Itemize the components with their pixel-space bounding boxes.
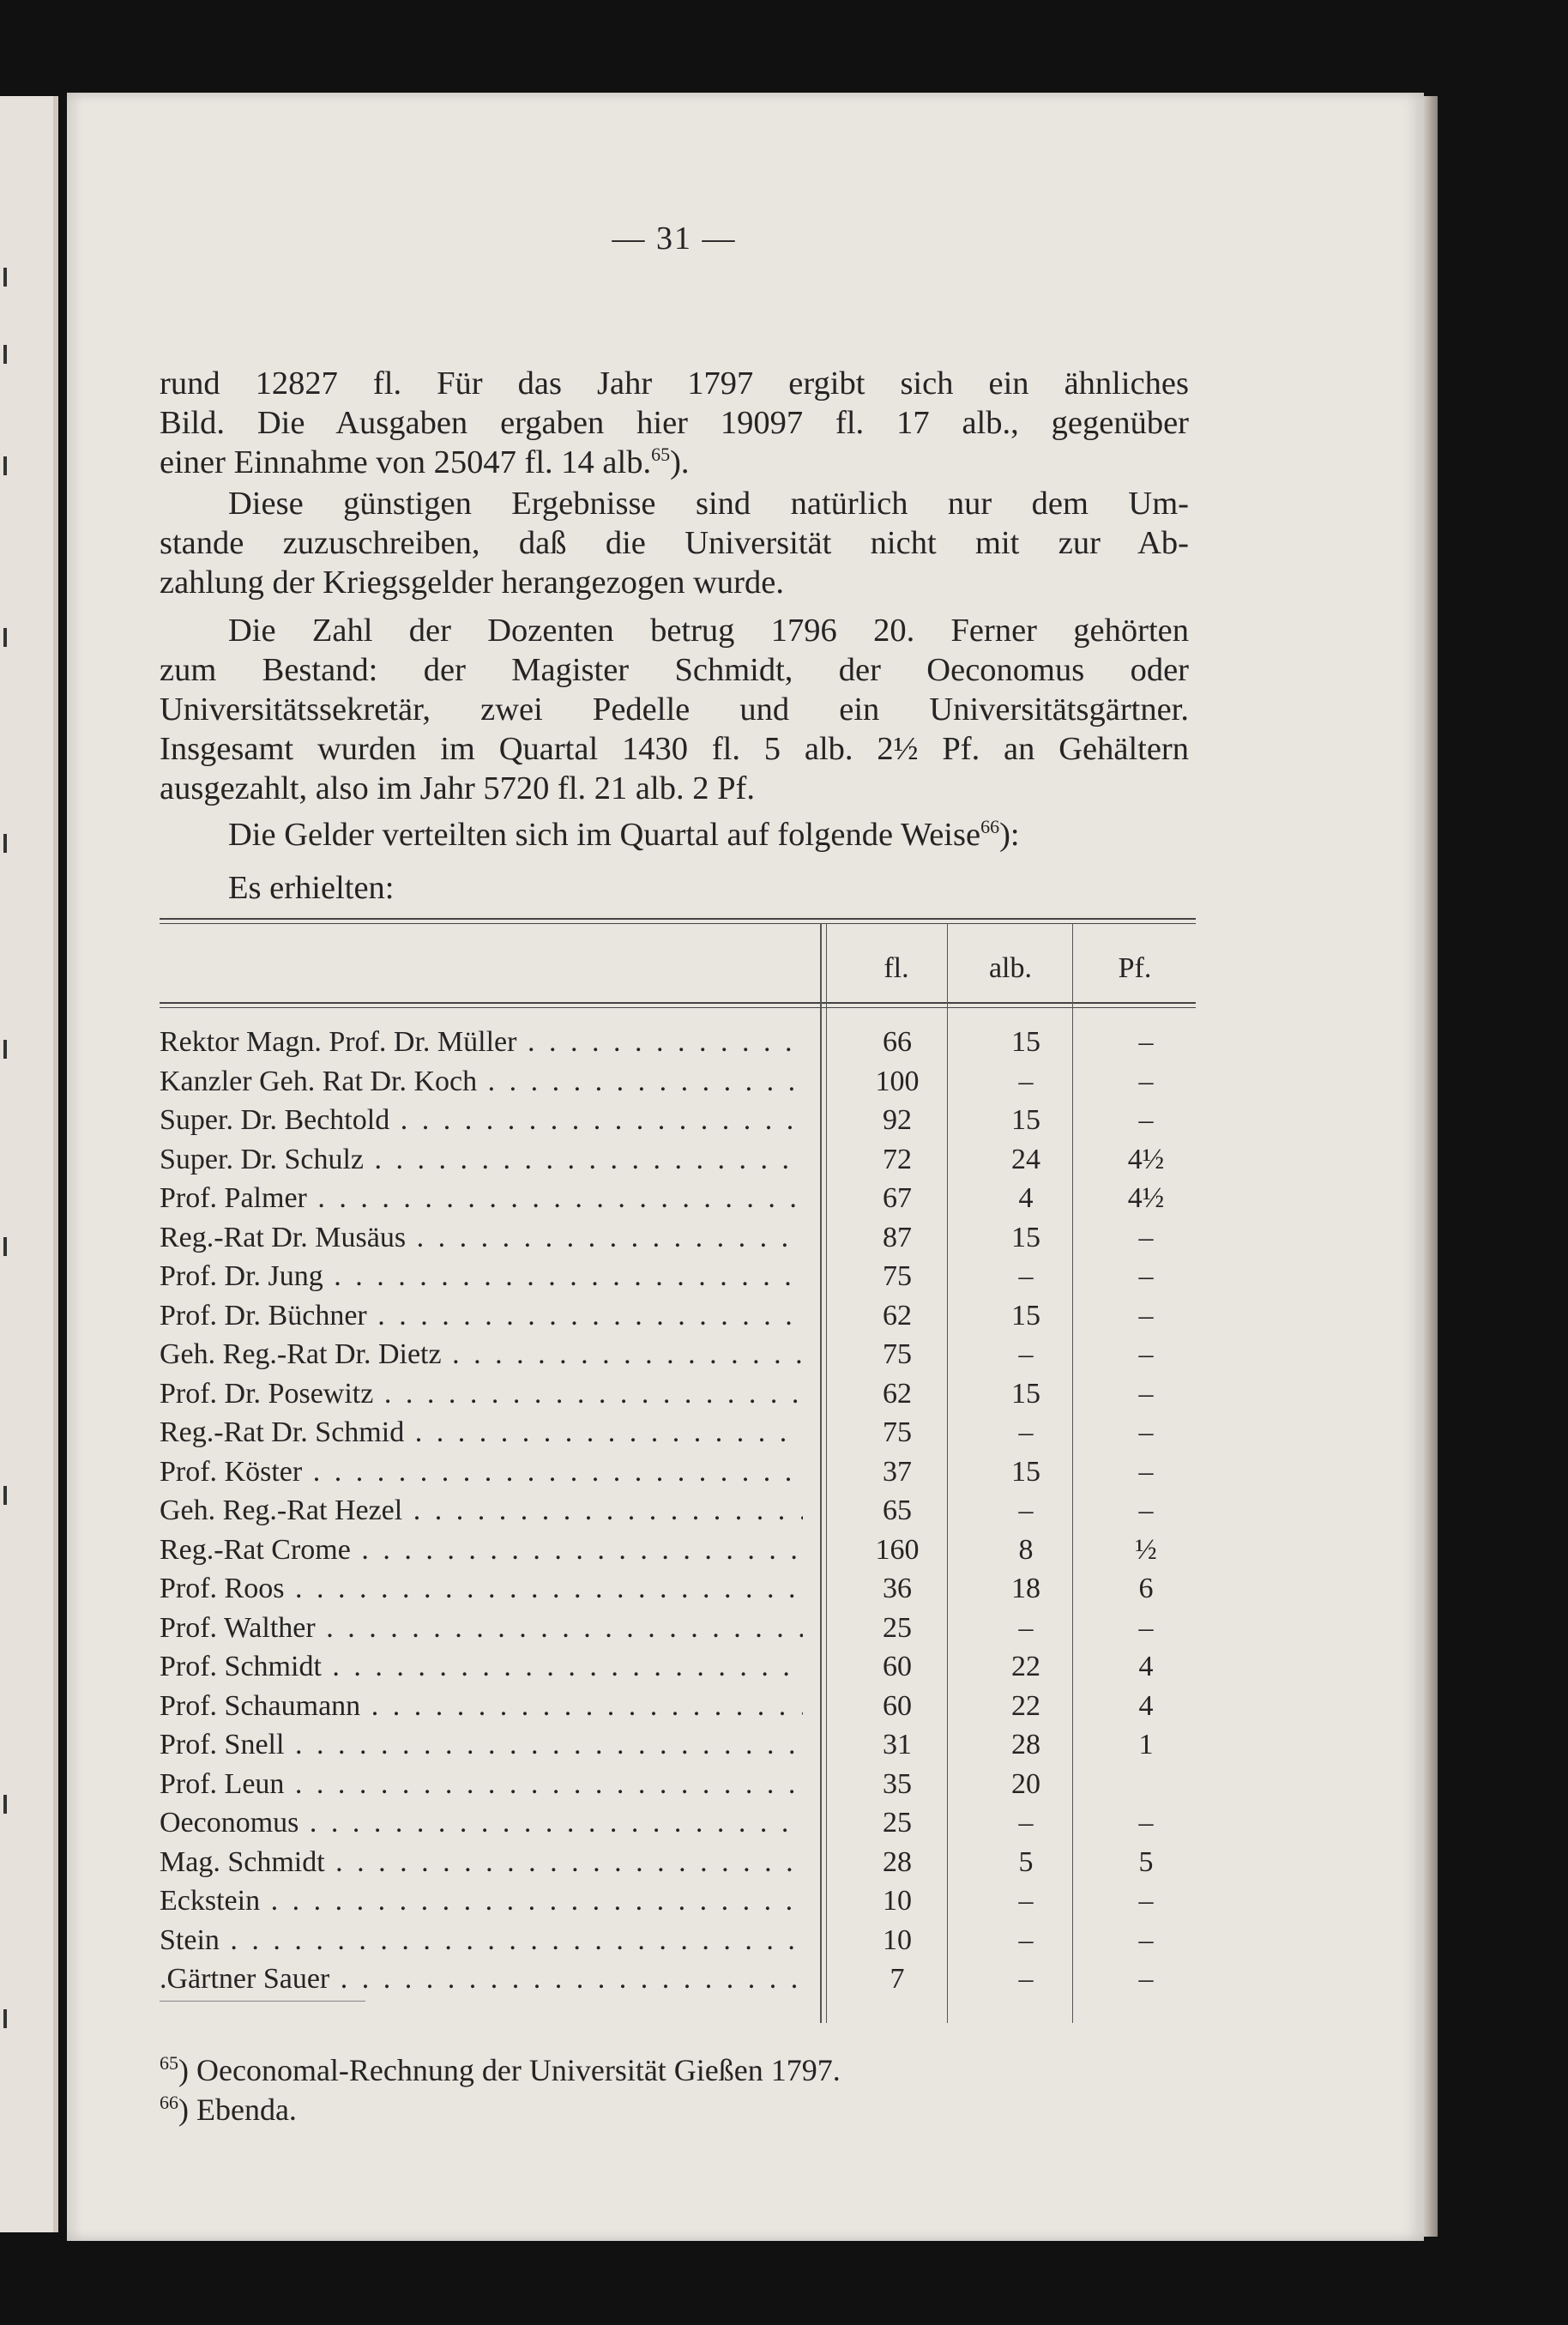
table-row: [160, 1222, 1196, 1261]
cell-fl: 7: [890, 1963, 905, 1995]
text-line-body: einer Einnahme von 25047 fl. 14 alb.: [160, 444, 652, 480]
text-line-body: Die Gelder verteilten sich im Quartal auf folgende Weise: [228, 817, 981, 853]
cell-fl: 62: [883, 1299, 912, 1332]
cell-fl: 31: [883, 1729, 912, 1760]
cell-pf: 4½: [1127, 1182, 1165, 1214]
table-row: [160, 1416, 1196, 1456]
cell-alb: 15: [1011, 1455, 1040, 1488]
footnote-separator: [160, 2001, 365, 2002]
cell-fl: 87: [883, 1221, 912, 1253]
row-name: Oeconomus . . .: [160, 1807, 803, 1839]
cell-pf: –: [1138, 1923, 1154, 1956]
text-line: Es erhielten:: [228, 870, 395, 906]
row-name: Prof. Palmer . . .: [160, 1182, 803, 1215]
row-name: Geh. Reg.-Rat Dr. Dietz . . .: [160, 1338, 803, 1371]
cell-pf: –: [1138, 1416, 1154, 1448]
footnote-66: [160, 2092, 297, 2128]
cell-alb: 8: [1018, 1533, 1034, 1566]
column-header-pf: Pf.: [1118, 952, 1152, 984]
table-row: [160, 1651, 1196, 1690]
table-row: [160, 1534, 1196, 1573]
cell-alb: 15: [1011, 1377, 1040, 1410]
cell-fl: 25: [883, 1807, 912, 1839]
cell-fl: 36: [883, 1573, 912, 1604]
footnote-65: [160, 2052, 841, 2088]
cell-pf: –: [1138, 1807, 1154, 1839]
row-name: .Gärtner Sauer . . .: [160, 1963, 803, 1996]
cell-fl: 75: [883, 1338, 912, 1370]
page-edge: [1424, 96, 1438, 2237]
cell-alb: –: [1018, 1495, 1034, 1526]
cell-pf: 4: [1138, 1689, 1154, 1722]
cell-alb: –: [1018, 1885, 1034, 1917]
cell-alb: 18: [1011, 1573, 1040, 1604]
cell-alb: –: [1018, 1260, 1034, 1292]
cell-alb: 5: [1018, 1845, 1034, 1878]
cell-pf: –: [1138, 1611, 1154, 1644]
text-line-tail: ).: [670, 444, 690, 480]
row-name: Prof. Köster . . .: [160, 1456, 803, 1489]
row-name: Super. Dr. Schulz . . .: [160, 1144, 803, 1176]
table-row: [160, 1963, 1196, 2002]
footnote-number: 65: [160, 2052, 178, 2074]
cell-alb: 20: [1011, 1767, 1040, 1800]
cell-fl: 60: [883, 1689, 912, 1722]
text-line: stande zuzuschreiben, daß die Universität nicht mit zur Ab-: [160, 525, 1189, 561]
cell-pf: –: [1138, 1963, 1154, 1995]
paragraph-5: [160, 868, 1189, 908]
cell-alb: 22: [1011, 1689, 1040, 1722]
row-name: Rektor Magn. Prof. Dr. Müller . . .: [160, 1026, 803, 1059]
edge-mark: [3, 834, 7, 853]
table-row: [160, 1690, 1196, 1730]
edge-mark: [3, 1486, 7, 1505]
row-name: Prof. Walther . . .: [160, 1612, 803, 1645]
table-row: [160, 1768, 1196, 1808]
table-row: [160, 1378, 1196, 1417]
facing-page-edge: [0, 96, 58, 2232]
cell-pf: 1: [1138, 1729, 1154, 1760]
cell-pf: 4½: [1127, 1143, 1165, 1175]
text-line: ausgezahlt, also im Jahr 5720 fl. 21 alb. 2 Pf.: [160, 770, 755, 806]
text-line: zum Bestand: der Magister Schmidt, der Oeconomus oder: [160, 652, 1189, 688]
cell-fl: 28: [883, 1845, 912, 1878]
table-top-rule: [160, 918, 1196, 920]
cell-alb: –: [1018, 1807, 1034, 1839]
cell-alb: 24: [1011, 1143, 1040, 1175]
table-row: [160, 1144, 1196, 1183]
text-line: [160, 443, 1189, 482]
cell-pf: –: [1138, 1455, 1154, 1488]
cell-pf: 5: [1138, 1845, 1154, 1878]
cell-fl: 65: [883, 1495, 912, 1526]
column-header-alb: alb.: [988, 952, 1033, 984]
paragraph-2: [160, 484, 1189, 602]
footnote-text: ) Oeconomal-Rechnung der Universität Gießen 1797.: [178, 2053, 841, 2087]
row-name: Prof. Dr. Posewitz . . .: [160, 1378, 803, 1410]
cell-pf: –: [1138, 1026, 1154, 1058]
edge-mark: [3, 628, 7, 647]
cell-fl: 75: [883, 1260, 912, 1292]
cell-pf: –: [1138, 1885, 1154, 1917]
table-header-rule: [160, 1002, 1196, 1004]
cell-alb: –: [1018, 1065, 1034, 1097]
table-row: [160, 1338, 1196, 1378]
page-number: — 31 —: [612, 220, 737, 257]
edge-mark: [3, 1795, 7, 1814]
cell-pf: ½: [1135, 1533, 1157, 1566]
cell-fl: 10: [883, 1885, 912, 1917]
cell-alb: 4: [1018, 1182, 1034, 1214]
table-row: [160, 1495, 1196, 1534]
cell-alb: 15: [1011, 1299, 1040, 1332]
table-row: [160, 1573, 1196, 1612]
table-row: [160, 1885, 1196, 1924]
table-row: [160, 1729, 1196, 1768]
row-name: Reg.-Rat Crome . . .: [160, 1534, 803, 1567]
cell-fl: 160: [875, 1533, 920, 1566]
table-header-rule: [160, 1007, 1196, 1008]
table-row: [160, 1612, 1196, 1652]
table-row: [160, 1104, 1196, 1144]
text-line: rund 12827 fl. Für das Jahr 1797 ergibt sich ein ähnliches: [160, 365, 1189, 402]
table-row: [160, 1456, 1196, 1495]
row-name: Prof. Roos . . .: [160, 1573, 803, 1605]
paragraph-1: [160, 364, 1189, 482]
cell-alb: 15: [1011, 1026, 1040, 1058]
footnote-number: 66: [160, 2092, 178, 2113]
footnote-ref: 65: [651, 444, 671, 466]
row-name: Prof. Snell . . .: [160, 1729, 803, 1761]
table-row: [160, 1924, 1196, 1964]
book-page: [67, 93, 1424, 2241]
row-name: Reg.-Rat Dr. Schmid . . .: [160, 1416, 803, 1449]
footnote-text: ) Ebenda.: [178, 2092, 297, 2127]
cell-fl: 92: [883, 1104, 912, 1136]
table-row: [160, 1807, 1196, 1846]
cell-alb: 15: [1011, 1104, 1040, 1136]
cell-pf: –: [1138, 1065, 1154, 1097]
row-name: Prof. Schmidt . . .: [160, 1651, 803, 1683]
edge-mark: [3, 345, 7, 364]
cell-pf: –: [1138, 1260, 1154, 1292]
text-line: [160, 815, 1189, 855]
table-row: [160, 1026, 1196, 1066]
cell-fl: 25: [883, 1611, 912, 1644]
text-line: Diese günstigen Ergebnisse sind natürlich nur dem Um-: [228, 486, 1189, 522]
cell-pf: 6: [1138, 1573, 1154, 1604]
edge-mark: [3, 2009, 7, 2028]
row-name: Mag. Schmidt . . .: [160, 1846, 803, 1879]
cell-pf: 4: [1138, 1651, 1154, 1682]
cell-fl: 10: [883, 1923, 912, 1956]
table-top-rule: [160, 923, 1196, 924]
cell-pf: –: [1138, 1299, 1154, 1332]
row-name: Prof. Dr. Jung . . .: [160, 1260, 803, 1293]
cell-alb: 22: [1011, 1651, 1040, 1682]
edge-mark: [3, 1237, 7, 1256]
table-row: [160, 1182, 1196, 1222]
cell-pf: –: [1138, 1338, 1154, 1370]
row-name: Prof. Leun . . .: [160, 1768, 803, 1801]
text-line: Die Zahl der Dozenten betrug 1796 20. Ferner gehörten: [228, 613, 1189, 649]
cell-alb: –: [1018, 1611, 1034, 1644]
cell-fl: 67: [883, 1182, 912, 1214]
cell-pf: –: [1138, 1221, 1154, 1253]
cell-pf: –: [1138, 1104, 1154, 1136]
cell-fl: 35: [883, 1767, 912, 1800]
footnote-ref: 66: [980, 816, 1000, 838]
cell-fl: 62: [883, 1377, 912, 1410]
cell-alb: –: [1018, 1963, 1034, 1995]
row-name: Stein . . .: [160, 1924, 803, 1957]
cell-fl: 100: [875, 1065, 920, 1097]
text-line: Bild. Die Ausgaben ergaben hier 19097 fl. 17 alb., gegenüber: [160, 405, 1189, 441]
paragraph-3: [160, 611, 1189, 808]
cell-fl: 37: [883, 1455, 912, 1488]
text-line: Insgesamt wurden im Quartal 1430 fl. 5 alb. 2½ Pf. an Gehältern: [160, 731, 1189, 767]
text-line: Universitätssekretär, zwei Pedelle und ein Universitätsgärtner.: [160, 691, 1189, 728]
row-name: Prof. Schaumann . . .: [160, 1690, 803, 1723]
row-name: Eckstein . . .: [160, 1885, 803, 1917]
text-line-tail: ):: [999, 817, 1020, 853]
edge-mark: [3, 268, 7, 287]
cell-fl: 75: [883, 1416, 912, 1448]
cell-pf: –: [1138, 1495, 1154, 1526]
edge-mark: [3, 1040, 7, 1059]
cell-fl: 60: [883, 1651, 912, 1682]
cell-alb: –: [1018, 1923, 1034, 1956]
text-line: zahlung der Kriegsgelder herangezogen wurde.: [160, 565, 784, 601]
table-row: [160, 1260, 1196, 1300]
paragraph-4: [160, 815, 1189, 855]
cell-fl: 66: [883, 1026, 912, 1058]
table-row: [160, 1300, 1196, 1339]
cell-fl: 72: [883, 1143, 912, 1175]
cell-alb: 15: [1011, 1221, 1040, 1253]
row-name: Kanzler Geh. Rat Dr. Koch . . .: [160, 1066, 803, 1098]
row-name: Super. Dr. Bechtold . . .: [160, 1104, 803, 1137]
cell-alb: 28: [1011, 1729, 1040, 1760]
cell-alb: –: [1018, 1416, 1034, 1448]
table-row: [160, 1066, 1196, 1105]
row-name: Reg.-Rat Dr. Musäus . . .: [160, 1222, 803, 1254]
cell-pf: –: [1138, 1377, 1154, 1410]
row-name: Geh. Reg.-Rat Hezel . . .: [160, 1495, 803, 1527]
cell-alb: –: [1018, 1338, 1034, 1370]
column-header-fl: fl.: [884, 952, 909, 984]
row-name: Prof. Dr. Büchner . . .: [160, 1300, 803, 1332]
edge-mark: [3, 456, 7, 475]
table-row: [160, 1846, 1196, 1886]
